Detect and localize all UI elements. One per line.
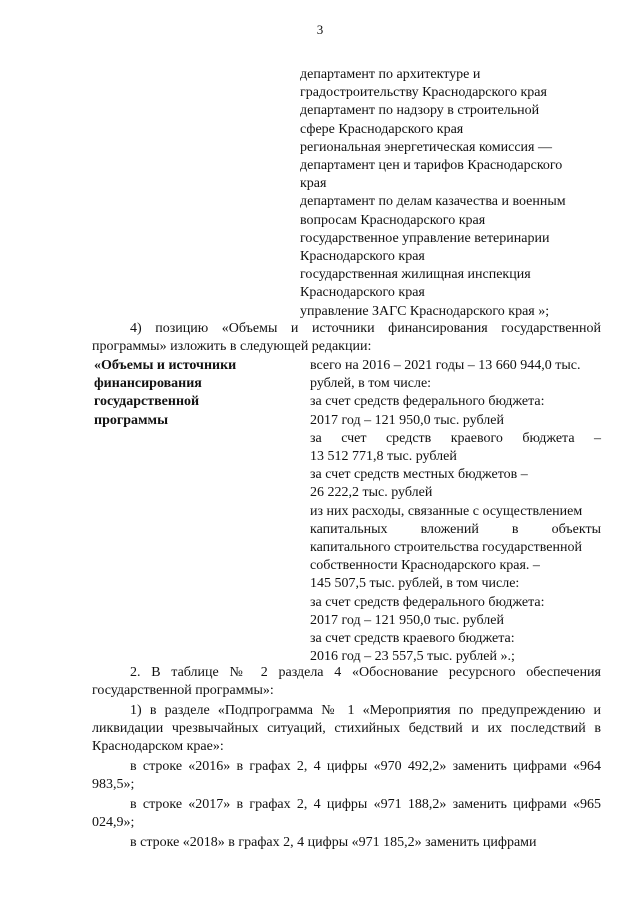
value-line: за счет средств местных бюджетов – [310,467,528,483]
value-line: капитального строительства государственной [310,540,582,556]
funding-label-cell [94,357,294,430]
label-line: «Объемы и источники [94,358,237,373]
value-line: всего на 2016 – 2021 годы – 13 660 944,0 тыс. [310,358,581,373]
agency-line: Краснодарского края [300,285,425,301]
value-line: за счет средств федерального бюджета: [310,594,545,610]
section-2-paragraph: 2. В таблице № 2 раздела 4 «Обоснование ресурсного обеспечения государственной программы»: [92,665,601,699]
funding-value-cell [310,357,601,666]
agency-line: департамент по архитектуре и [300,67,481,82]
value-line: собственности Краснодарского края. – [310,558,540,574]
item-4-paragraph: 4) позицию «Объемы и источники финансирования государственной программы» изложить в следующей редакции: [92,321,601,355]
value-line: за счет средств федерального бюджета: [310,394,545,410]
value-line: за счет средств краевого бюджета – [310,430,601,446]
value-line: капитальных вложений в объекты [310,521,601,537]
label-line: государственной [94,394,200,410]
agency-line: градостроительству Краснодарского края [300,85,547,101]
agency-line: края [300,176,327,192]
agency-line: департамент цен и тарифов Краснодарского [300,158,563,174]
agency-line: Краснодарского края [300,249,425,265]
agency-list [300,66,600,321]
value-line: за счет средств краевого бюджета: [310,631,515,647]
label-line: финансирования [94,376,202,392]
value-line: рублей, в том числе: [310,376,432,392]
value-line: 26 222,2 тыс. рублей [310,485,433,501]
value-line: 2017 год – 121 950,0 тыс. рублей [310,412,504,428]
agency-line: департамент по надзору в строительной [300,103,540,119]
row-2018-paragraph: в строке «2018» в графах 2, 4 цифры «971 185,2» заменить цифрами [130,835,537,850]
page-number: 3 [316,22,324,37]
value-line: 2016 год – 23 557,5 тыс. рублей ».; [310,649,515,665]
agency-line: вопросам Краснодарского края [300,212,486,228]
agency-line: региональная энергетическая комиссия — [300,139,552,155]
row-2016-paragraph: в строке «2016» в графах 2, 4 цифры «970 492,2» заменить цифрами «964 983,5»; [92,759,601,793]
row-2017-paragraph: в строке «2017» в графах 2, 4 цифры «971 188,2» заменить цифрами «965 024,9»; [92,797,601,831]
value-line: 145 507,5 тыс. рублей, в том числе: [310,576,520,592]
value-line: из них расходы, связанные с осуществлением [310,503,583,519]
agency-line: государственная жилищная инспекция [300,267,531,283]
agency-line: управление ЗАГС Краснодарского края »; [300,303,550,319]
label-line: программы [94,412,168,428]
value-line: 13 512 771,8 тыс. рублей [310,449,457,465]
value-line: 2017 год – 121 950,0 тыс. рублей [310,612,504,628]
subsection-1-paragraph: 1) в разделе «Подпрограмма № 1 «Мероприятия по предупреждению и ликвидации чрезвычайных ситуаций, стихийных бедствий и их последствий в Краснодарском крае»: [92,703,601,755]
agency-line: сфере Краснодарского края [300,121,464,137]
agency-line: государственное управление ветеринарии [300,230,550,246]
agency-line: департамент по делам казачества и военным [300,194,566,210]
